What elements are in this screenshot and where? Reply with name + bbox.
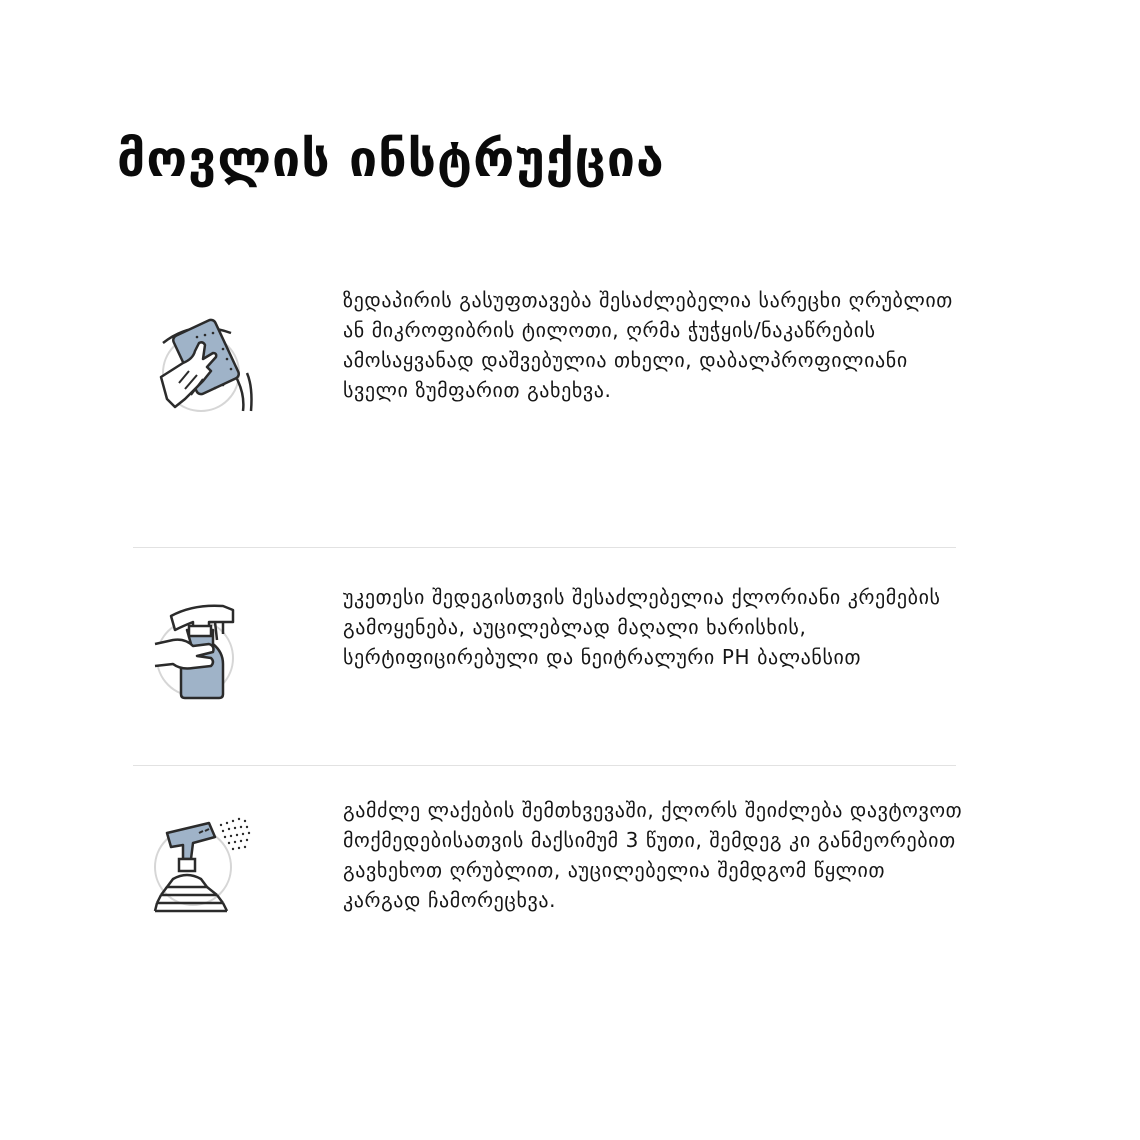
instruction-step-chlorine-cream: [133, 582, 956, 742]
step-2-text: უკეთესი შედეგისთვის შესაძლებელია ქლორიანი კრემების გამოყენება, აუცილებლად მაღალი ხარისხის, სერტიფიცირებული და ნეიტრალური PH ბალანსით: [343, 585, 941, 669]
step-1-text: ზედაპირის გასუფთავება შესაძლებელია სარეცხი ღრუბლით ან მიკროფიბრის ტილოთი, ღრმა ჭუჭყის/ნაკაწრების ამოსაყვანად დაშვებულია თხელი, დაბალპროფილიანი სველი ზუმფარით გახეხვა.: [343, 288, 953, 402]
water-spray-gun-icon: [153, 815, 253, 915]
page-title: მოვლის ინსტრუქცია: [117, 130, 665, 188]
wiping-glove-icon: [153, 315, 253, 415]
instruction-step-wiping: [133, 285, 956, 465]
divider: [133, 547, 956, 548]
step-3-text: გამძლე ლაქების შემთხვევაში, ქლორს შეიძლება დავტოვოთ მოქმედებისათვის მაქსიმუმ 3 წუთი, შემდეგ კი განმეორებით გავხეხოთ ღრუბლით, აუცილებელია შემდგომ წყლით კარგად ჩამორეცხვა.: [343, 798, 963, 912]
divider: [133, 765, 956, 766]
instruction-step-stubborn-stains: [133, 795, 963, 955]
spray-bottle-icon: [153, 600, 253, 700]
